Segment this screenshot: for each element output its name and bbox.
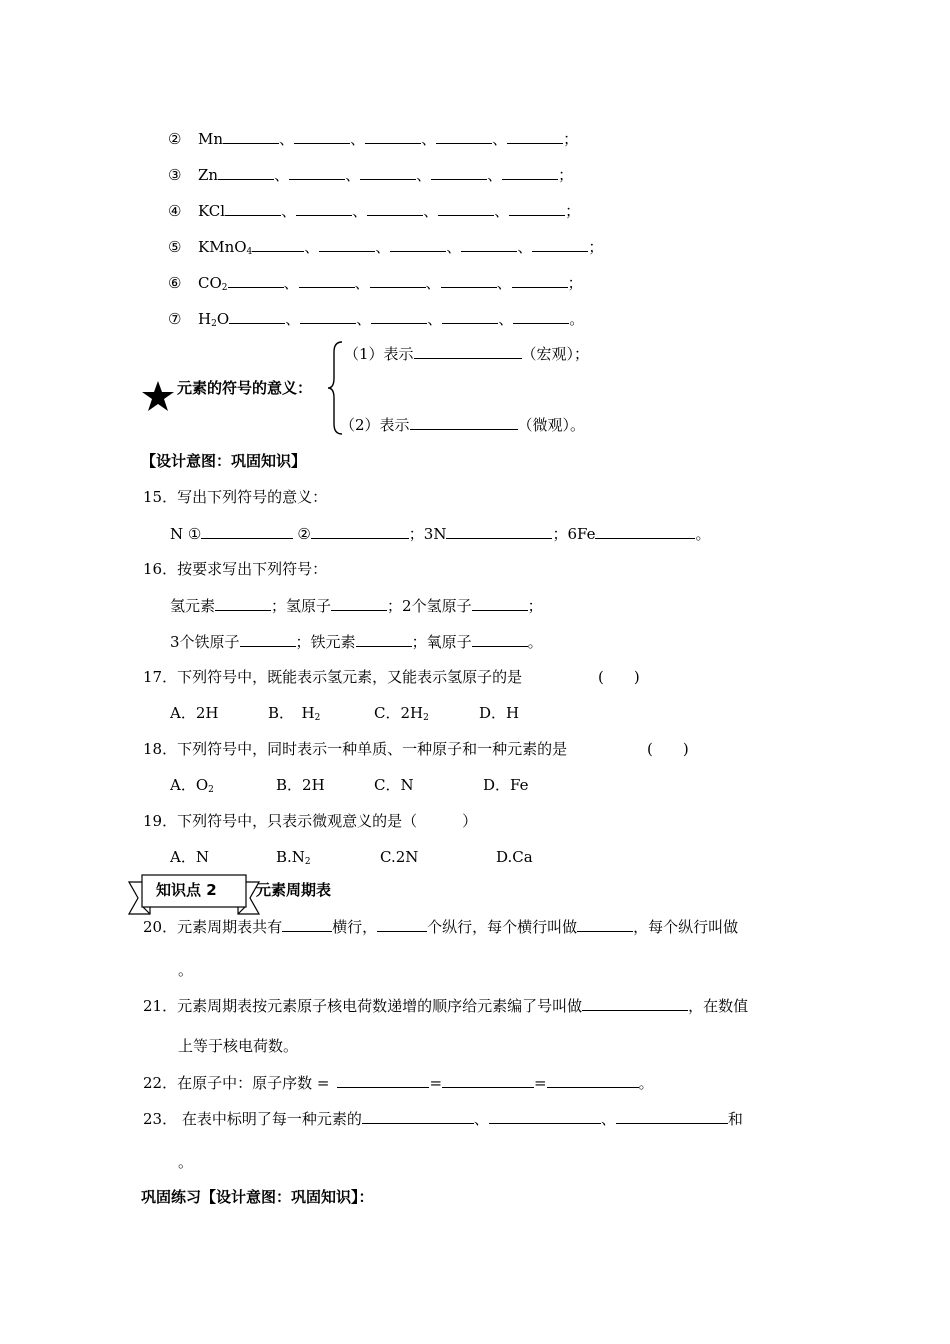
answer-blank[interactable] (370, 272, 426, 288)
answer-blank[interactable] (512, 272, 568, 288)
answer-blank[interactable] (337, 1072, 429, 1088)
question-16-line-1: 氢元素 ；氢原子 ；2个氢原子 ； (170, 597, 543, 615)
question-16: 16．按要求写出下列符号： (143, 560, 328, 578)
answer-blank[interactable] (311, 523, 409, 539)
formula: KMnO (198, 238, 247, 256)
question-18: 18．下列符号中，同时表示一种单质、一种原子和一种元素的是 (143, 740, 568, 758)
question-15-answers: N ① ② ；3N ；6Fe 。 (170, 525, 711, 543)
answer-blank[interactable] (461, 236, 517, 252)
option-c[interactable]: C.2N (380, 848, 419, 866)
answer-blank[interactable] (252, 236, 304, 252)
formula: Zn (198, 166, 219, 184)
option-d[interactable]: D．Fe (483, 776, 529, 794)
answer-blank[interactable] (229, 308, 285, 324)
meaning-line-2: （2）表示 （微观）。 (340, 416, 586, 434)
practice-heading: 巩固练习【设计意图：巩固知识】： (141, 1188, 374, 1206)
answer-blank[interactable] (225, 200, 281, 216)
answer-blank[interactable] (577, 916, 633, 932)
answer-blank[interactable] (228, 272, 284, 288)
design-intent-heading: 【设计意图：巩固知识】 (141, 452, 307, 470)
answer-blank[interactable] (215, 595, 271, 611)
formula-row: ② Mn 、 、 、 、 ； (168, 130, 579, 148)
option-a[interactable]: A．N (170, 848, 209, 866)
answer-blank[interactable] (360, 164, 416, 180)
answer-blank[interactable] (472, 631, 528, 647)
answer-blank[interactable] (300, 308, 356, 324)
option-b[interactable]: $B.N_2$ (276, 848, 311, 867)
answer-blank[interactable] (616, 1108, 728, 1124)
answer-blank[interactable] (509, 200, 565, 216)
question-21-cont: 上等于核电荷数。 (178, 1037, 299, 1055)
meaning-line-1: （1）表示 （宏观）； (344, 345, 590, 363)
option-c[interactable]: C．$2H_2$ (374, 704, 429, 723)
answer-blank[interactable] (442, 308, 498, 324)
answer-blank[interactable] (201, 523, 293, 539)
answer-blank[interactable] (365, 128, 421, 144)
option-c[interactable]: C．N (374, 776, 414, 794)
question-20: 20．元素周期表共有 横行， 个纵行，每个横行叫做 ，每个纵行叫做 (143, 918, 739, 936)
row-number: ⑤ (168, 238, 182, 256)
answer-blank[interactable] (294, 128, 350, 144)
formula: CO (198, 274, 222, 292)
answer-blank[interactable] (218, 164, 274, 180)
answer-blank[interactable] (289, 164, 345, 180)
answer-blank[interactable] (367, 200, 423, 216)
answer-paren[interactable]: ( ) (647, 740, 689, 758)
answer-paren[interactable]: ( ) (598, 668, 640, 686)
row-number: ② (168, 130, 182, 148)
answer-blank[interactable] (371, 308, 427, 324)
answer-blank[interactable] (362, 1108, 474, 1124)
answer-blank[interactable] (441, 272, 497, 288)
answer-blank[interactable] (240, 631, 296, 647)
question-16-line-2: 3个铁原子 ；铁元素 ；氧原子 。 (170, 633, 543, 651)
answer-blank[interactable] (356, 631, 412, 647)
option-a[interactable]: A．$O_2$ (170, 776, 214, 795)
formula: Mn (198, 130, 224, 148)
section-title: 元素周期表 (256, 881, 332, 899)
question-20-cont: 。 (178, 961, 194, 979)
option-b[interactable]: B．2H (276, 776, 325, 794)
answer-blank[interactable] (410, 414, 518, 430)
answer-blank[interactable] (547, 1072, 639, 1088)
answer-blank[interactable] (595, 523, 695, 539)
option-d[interactable]: D．H (479, 704, 520, 722)
knowledge-badge: 知识点 2 (156, 881, 217, 899)
answer-blank[interactable] (442, 1072, 534, 1088)
answer-blank[interactable] (438, 200, 494, 216)
formula-row: ⑥ $CO_2$ 、 、 、 、 ； (168, 274, 583, 293)
answer-blank[interactable] (532, 236, 588, 252)
answer-blank[interactable] (377, 916, 427, 932)
formula: H (198, 310, 212, 328)
question-23-cont: 。 (178, 1153, 194, 1171)
question-22: 22．在原子中：原子序数 = = = 。 (143, 1074, 654, 1092)
option-d[interactable]: D.Ca (496, 848, 533, 866)
question-23: 23． 在表中标明了每一种元素的 、 、 和 (143, 1110, 743, 1128)
option-b[interactable]: B． $H_2$ (268, 704, 321, 723)
question-15: 15．写出下列符号的意义： (143, 488, 328, 506)
answer-blank[interactable] (472, 595, 528, 611)
row-number: ④ (168, 202, 182, 220)
answer-blank[interactable] (296, 200, 352, 216)
formula-row: ⑤ KMnO$_4$ 、 、 、 、 ； (168, 238, 604, 257)
answer-blank[interactable] (319, 236, 375, 252)
meaning-title: 元素的符号的意义： (177, 379, 313, 397)
star-icon (141, 380, 175, 412)
answer-blank[interactable] (489, 1108, 601, 1124)
answer-blank[interactable] (582, 995, 688, 1011)
answer-blank[interactable] (446, 523, 552, 539)
answer-blank[interactable] (299, 272, 355, 288)
formula-row: ③ Zn 、 、 、 、 ； (168, 166, 574, 184)
answer-blank[interactable] (436, 128, 492, 144)
row-number: ⑥ (168, 274, 182, 292)
row-number: ⑦ (168, 310, 182, 328)
answer-blank[interactable] (390, 236, 446, 252)
question-17: 17．下列符号中，既能表示氢元素，又能表示氢原子的是 (143, 668, 523, 686)
answer-blank[interactable] (507, 128, 563, 144)
row-number: ③ (168, 166, 182, 184)
question-21: 21．元素周期表按元素原子核电荷数递增的顺序给元素编了号叫做 ，在数值 (143, 997, 749, 1015)
answer-blank[interactable] (414, 343, 522, 359)
formula-row: ④ KCl 、 、 、 、 ； (168, 202, 581, 220)
answer-blank[interactable] (331, 595, 387, 611)
question-19: 19．下列符号中，只表示微观意义的是（ ） (143, 812, 478, 830)
answer-blank[interactable] (513, 308, 569, 324)
answer-blank[interactable] (223, 128, 279, 144)
answer-blank[interactable] (282, 916, 332, 932)
option-a[interactable]: A．2H (170, 704, 219, 722)
formula-row: ⑦ $H_2O$ 、 、 、 、 。 (168, 310, 585, 329)
formula: KCl (198, 202, 226, 220)
answer-blank[interactable] (431, 164, 487, 180)
answer-blank[interactable] (502, 164, 558, 180)
